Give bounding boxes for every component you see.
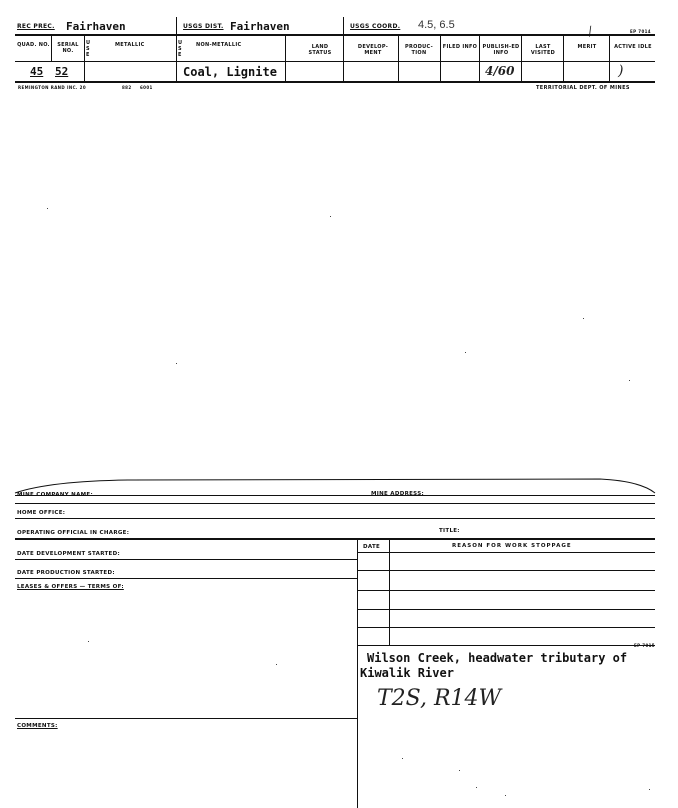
col-divider bbox=[521, 35, 522, 81]
title-label: TITLE: bbox=[439, 528, 460, 534]
row-published: 4/60 bbox=[485, 64, 515, 78]
col-divider bbox=[285, 35, 286, 81]
rec-prec-value: Fairhaven bbox=[66, 20, 126, 33]
col-use-metallic: U S E bbox=[86, 40, 91, 58]
home-office-label: HOME OFFICE: bbox=[17, 510, 66, 516]
col-divider bbox=[84, 35, 85, 81]
mine-address-label: MINE ADDRESS: bbox=[371, 491, 424, 497]
line-date-prod bbox=[15, 578, 357, 579]
col-published-info: PUBLISH-ED INFO bbox=[482, 44, 520, 56]
row1-divider bbox=[15, 34, 655, 36]
col-divider bbox=[176, 17, 177, 81]
col-active-idle: ACTIVE IDLE bbox=[614, 44, 652, 50]
stoppage-row-line bbox=[357, 590, 655, 591]
line-home-office bbox=[15, 518, 655, 519]
stoppage-row-line bbox=[357, 645, 655, 646]
usgs-dist-value: Fairhaven bbox=[230, 20, 290, 33]
row-quad: 45 bbox=[30, 65, 44, 78]
date-development-label: DATE DEVELOPMENT STARTED: bbox=[17, 551, 120, 557]
col-divider bbox=[398, 35, 399, 81]
form-code-2: EP 7015 bbox=[634, 643, 655, 648]
col-nonmetallic: NON-METALLIC bbox=[196, 42, 242, 48]
col-divider bbox=[343, 17, 344, 81]
location-note-line1: Wilson Creek, headwater tributary of bbox=[367, 651, 628, 665]
col-use-nonmetallic: U S E bbox=[178, 40, 183, 58]
form-code: EP 7014 bbox=[630, 29, 651, 34]
col-merit: MERIT bbox=[577, 44, 597, 50]
township-range-handwritten: T2S, R14W bbox=[377, 686, 502, 711]
col-last-visited: LAST VISITED bbox=[530, 44, 556, 56]
col-quad-no: QUAD. NO. bbox=[17, 42, 50, 48]
rec-prec-label: REC PREC. bbox=[17, 23, 55, 30]
row-nonmetallic: Coal, Lignite bbox=[183, 65, 277, 79]
check-mark-icon: ∕ bbox=[585, 23, 595, 39]
usgs-coord-value: 4.5, 6.5 bbox=[418, 19, 455, 31]
card-top-edge bbox=[10, 475, 670, 497]
col-divider bbox=[479, 35, 480, 81]
date-production-label: DATE PRODUCTION STARTED: bbox=[17, 570, 115, 576]
line-date-dev bbox=[15, 559, 357, 560]
header-divider bbox=[15, 61, 655, 62]
comments-label: COMMENTS: bbox=[17, 723, 58, 729]
col-metallic: METALLIC bbox=[115, 42, 145, 48]
mine-company-label: MINE COMPANY NAME: bbox=[17, 492, 93, 498]
col-land-status: LAND STATUS bbox=[308, 44, 332, 56]
col-filed-info: FILED INFO bbox=[442, 44, 478, 50]
date-col-header: DATE bbox=[363, 544, 381, 550]
stoppage-row-line bbox=[357, 627, 655, 628]
leases-label: LEASES & OFFERS — TERMS OF: bbox=[17, 584, 124, 590]
reason-col-header: REASON FOR WORK STOPPAGE bbox=[452, 543, 572, 549]
line-comments bbox=[15, 718, 357, 719]
stoppage-left-border bbox=[357, 538, 358, 808]
line-official bbox=[15, 538, 655, 540]
dept-line: TERRITORIAL DEPT. OF MINES bbox=[536, 85, 630, 91]
col-divider bbox=[563, 35, 564, 81]
usgs-dist-label: USGS DIST. bbox=[183, 23, 224, 30]
col-serial-no: SERIAL NO. bbox=[57, 42, 79, 54]
col-divider bbox=[609, 35, 610, 81]
stoppage-row-line bbox=[357, 609, 655, 610]
usgs-coord-label: USGS COORD. bbox=[350, 23, 401, 30]
col-production: PRODUC-TION bbox=[405, 44, 433, 56]
row-serial: 52 bbox=[55, 65, 69, 78]
printer-line: REMINGTON RAND INC. 20 bbox=[18, 85, 86, 90]
stoppage-date-divider bbox=[389, 538, 390, 646]
stoppage-row-line bbox=[357, 570, 655, 571]
line-company-bottom bbox=[15, 503, 655, 504]
active-mark-icon: ) bbox=[618, 63, 624, 79]
location-note-line2: Kiwalik River bbox=[360, 666, 454, 680]
stoppage-row-line bbox=[357, 552, 655, 553]
col-development: DEVELOP-MENT bbox=[357, 44, 389, 56]
operating-official-label: OPERATING OFFICIAL IN CHARGE: bbox=[17, 530, 130, 536]
printer-code2: 6001 bbox=[140, 85, 153, 90]
col-divider bbox=[440, 35, 441, 81]
line-company bbox=[15, 495, 655, 496]
card-bottom bbox=[15, 81, 655, 83]
printer-code1: 882 bbox=[122, 85, 132, 90]
